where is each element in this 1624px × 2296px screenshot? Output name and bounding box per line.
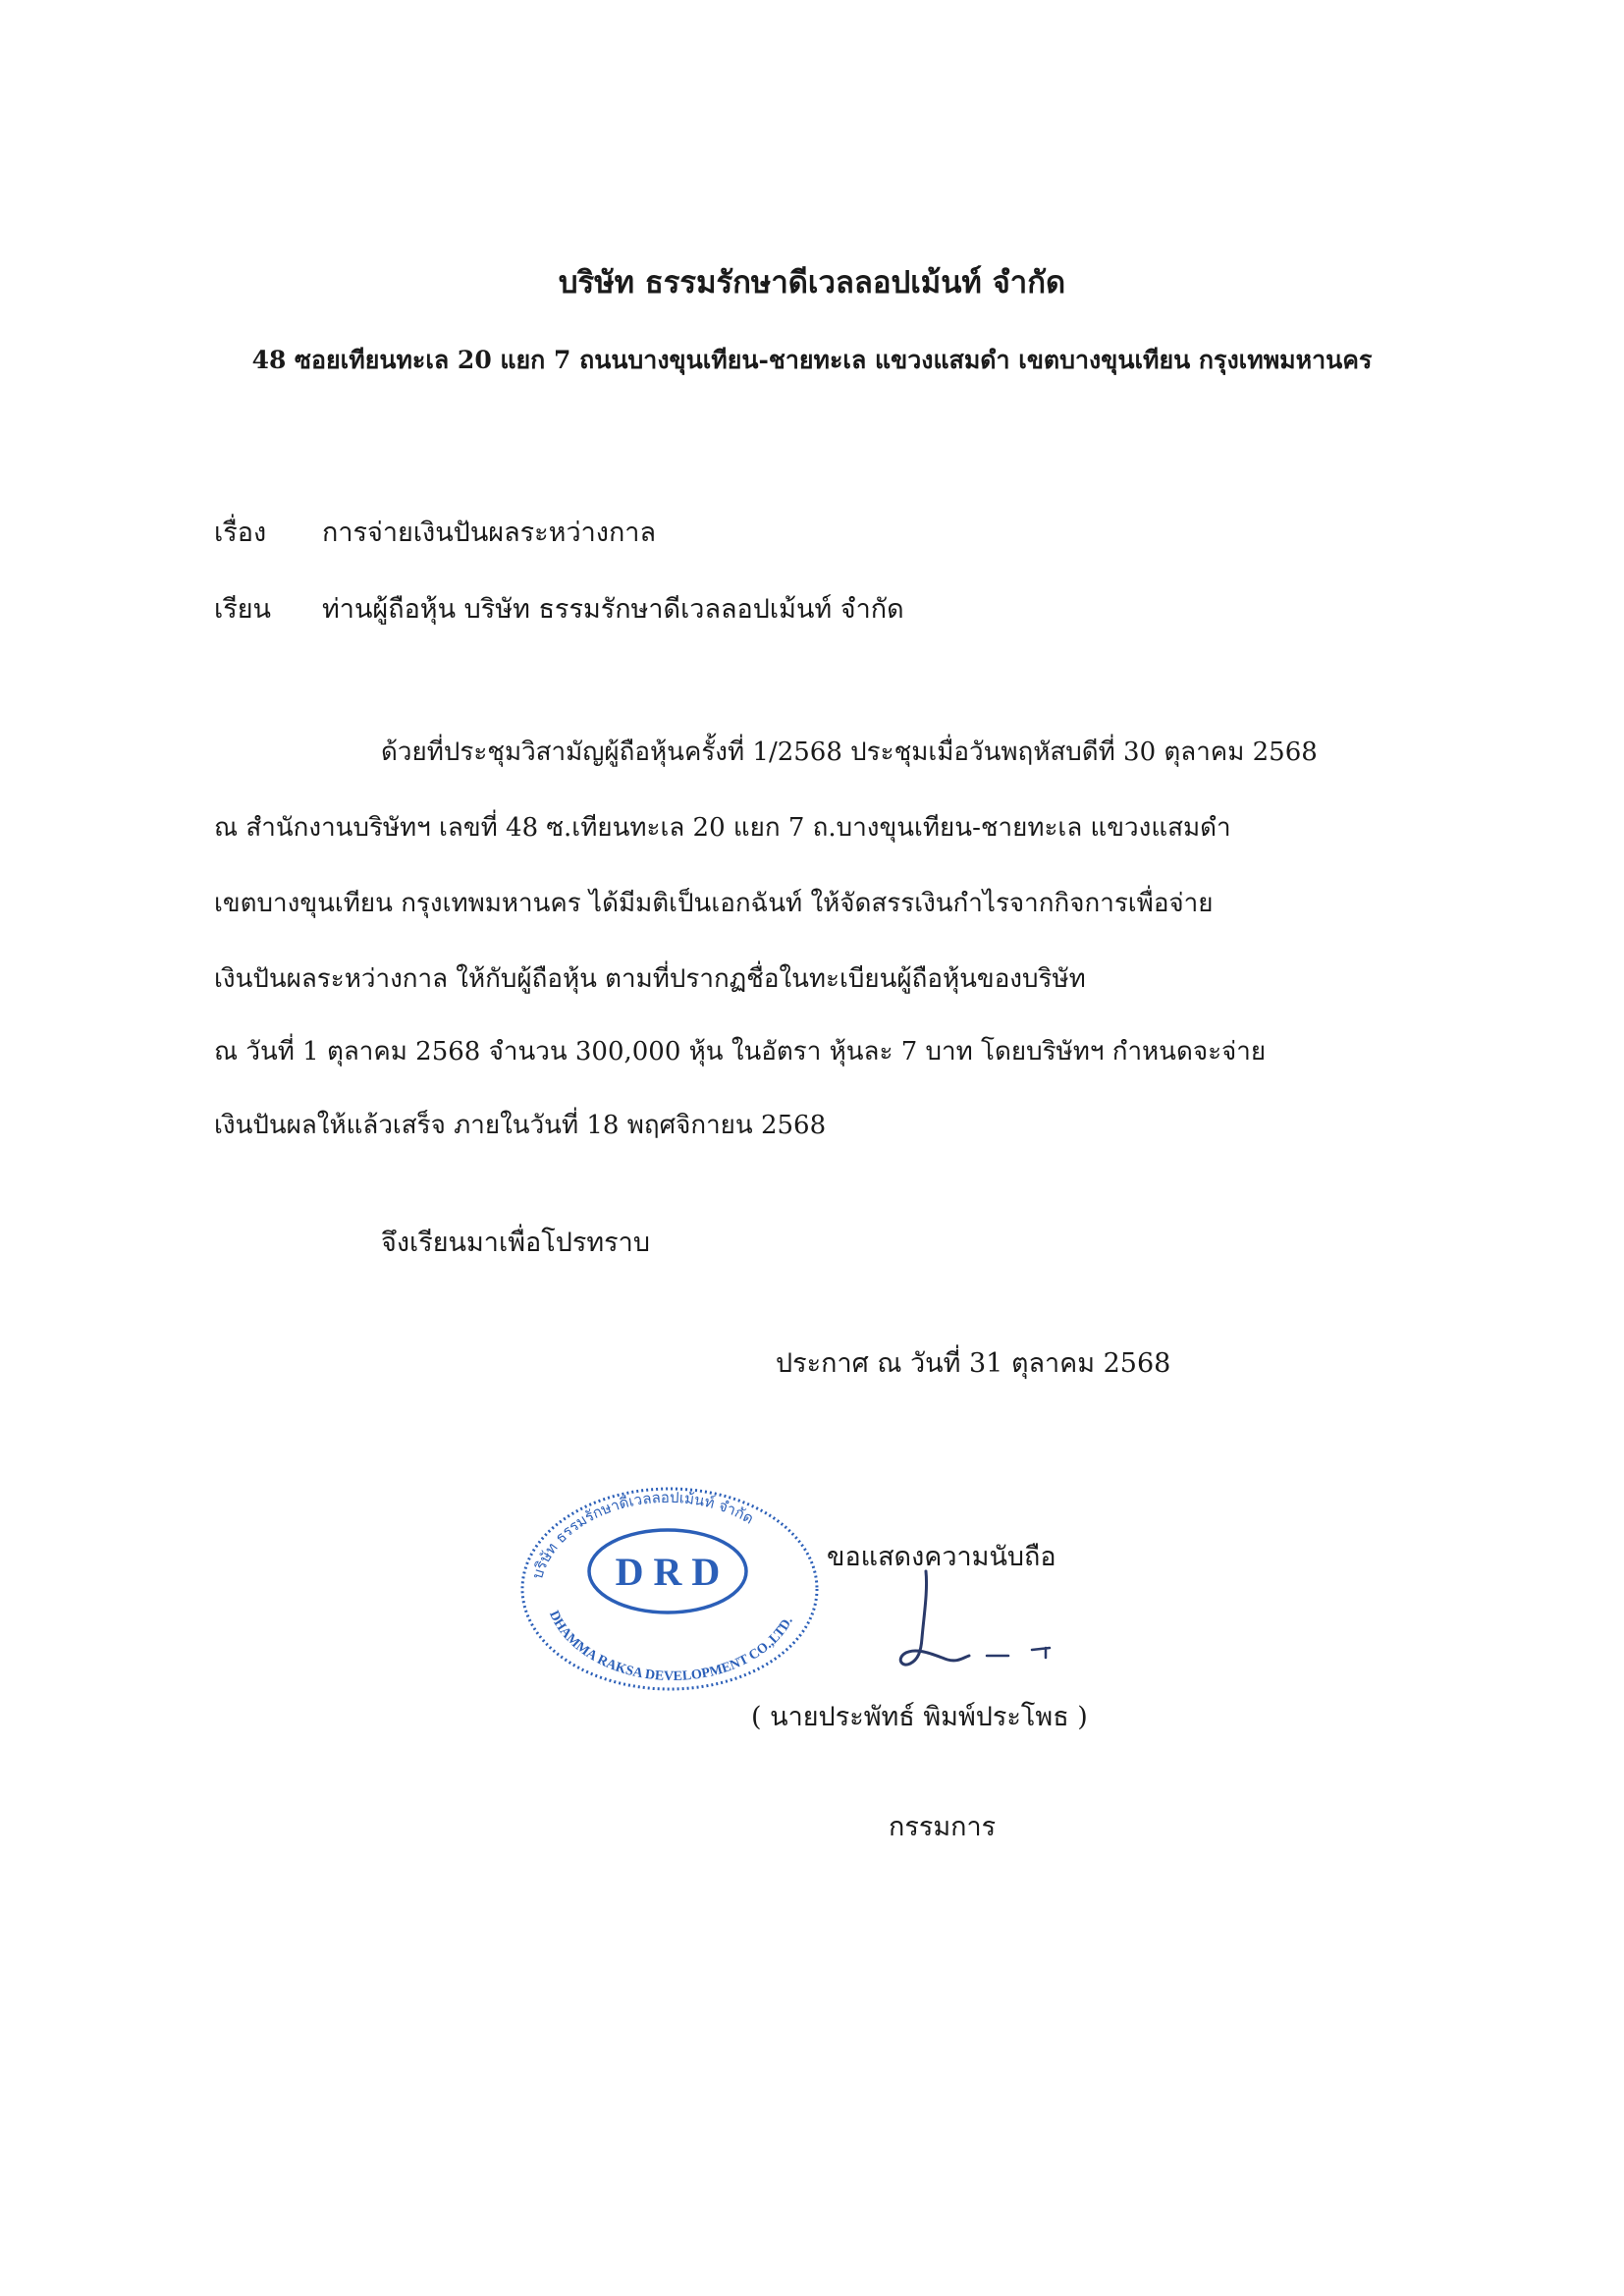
recipient-value: ท่านผู้ถือหุ้น บริษัท ธรรมรักษาดีเวลลอปเม้นท์ จำกัด	[322, 594, 904, 625]
closing-regards: ขอแสดงความนับถือ	[827, 1542, 1056, 1572]
seal-ring-text-thai: บริษัท ธรรมรักษาดีเวลลอปเม้นท์ จำกัด	[528, 1488, 757, 1581]
body-line: เงินปันผลให้แล้วเสร็จ ภายในวันที่ 18 พฤศจิกายน 2568	[214, 1111, 827, 1140]
signer-position: กรรมการ	[889, 1812, 997, 1842]
body-line: เงินปันผลระหว่างกาล ให้กับผู้ถือหุ้น ตามที่ปรากฏชื่อในทะเบียนผู้ถือหุ้นของบริษัท	[214, 964, 1086, 994]
company-address: 48 ซอยเทียนทะเล 20 แยก 7 ถนนบางขุนเทียน-ชายทะเล แขวงแสมดำ เขตบางขุนเทียน กรุงเทพมหานคร	[251, 346, 1373, 374]
seal-monogram: D R D	[615, 1550, 721, 1594]
company-seal	[501, 1473, 835, 1699]
body-line: ด้วยที่ประชุมวิสามัญผู้ถือหุ้นครั้งที่ 1/2568 ประชุมเมื่อวันพฤหัสบดีที่ 30 ตุลาคม 2568	[381, 738, 1318, 767]
signer-name: ( นายประพัทธ์ พิมพ์ประโพธ )	[751, 1702, 1088, 1732]
closing-sentence: จึงเรียนมาเพื่อโปรทราบ	[381, 1228, 650, 1258]
body-line: เขตบางขุนเทียน กรุงเทพมหานคร ได้มีมติเป็นเอกฉันท์ ให้จัดสรรเงินกำไรจากกิจการเพื่อจ่าย	[214, 889, 1214, 918]
body-line: ณ สำนักงานบริษัทฯ เลขที่ 48 ซ.เทียนทะเล 20 แยก 7 ถ.บางขุนเทียน-ชายทะเล แขวงแสมดำ	[214, 813, 1231, 843]
announcement-date: ประกาศ ณ วันที่ 31 ตุลาคม 2568	[776, 1348, 1171, 1379]
company-name: บริษัท ธรรมรักษาดีเวลลอปเม้นท์ จำกัด	[558, 265, 1066, 301]
subject-value: การจ่ายเงินปันผลระหว่างกาล	[322, 518, 657, 548]
subject-label: เรื่อง	[214, 518, 267, 548]
body-line: ณ วันที่ 1 ตุลาคม 2568 จำนวน 300,000 หุ้น ในอัตรา หุ้นละ 7 บาท โดยบริษัทฯ กำหนดจะจ่าย	[214, 1037, 1267, 1066]
handwritten-signature	[889, 1561, 1056, 1689]
recipient-label: เรียน	[214, 594, 272, 625]
seal-ring-text-english: DHAMMA RAKSA DEVELOPMENT CO.,LTD.	[545, 1609, 796, 1685]
